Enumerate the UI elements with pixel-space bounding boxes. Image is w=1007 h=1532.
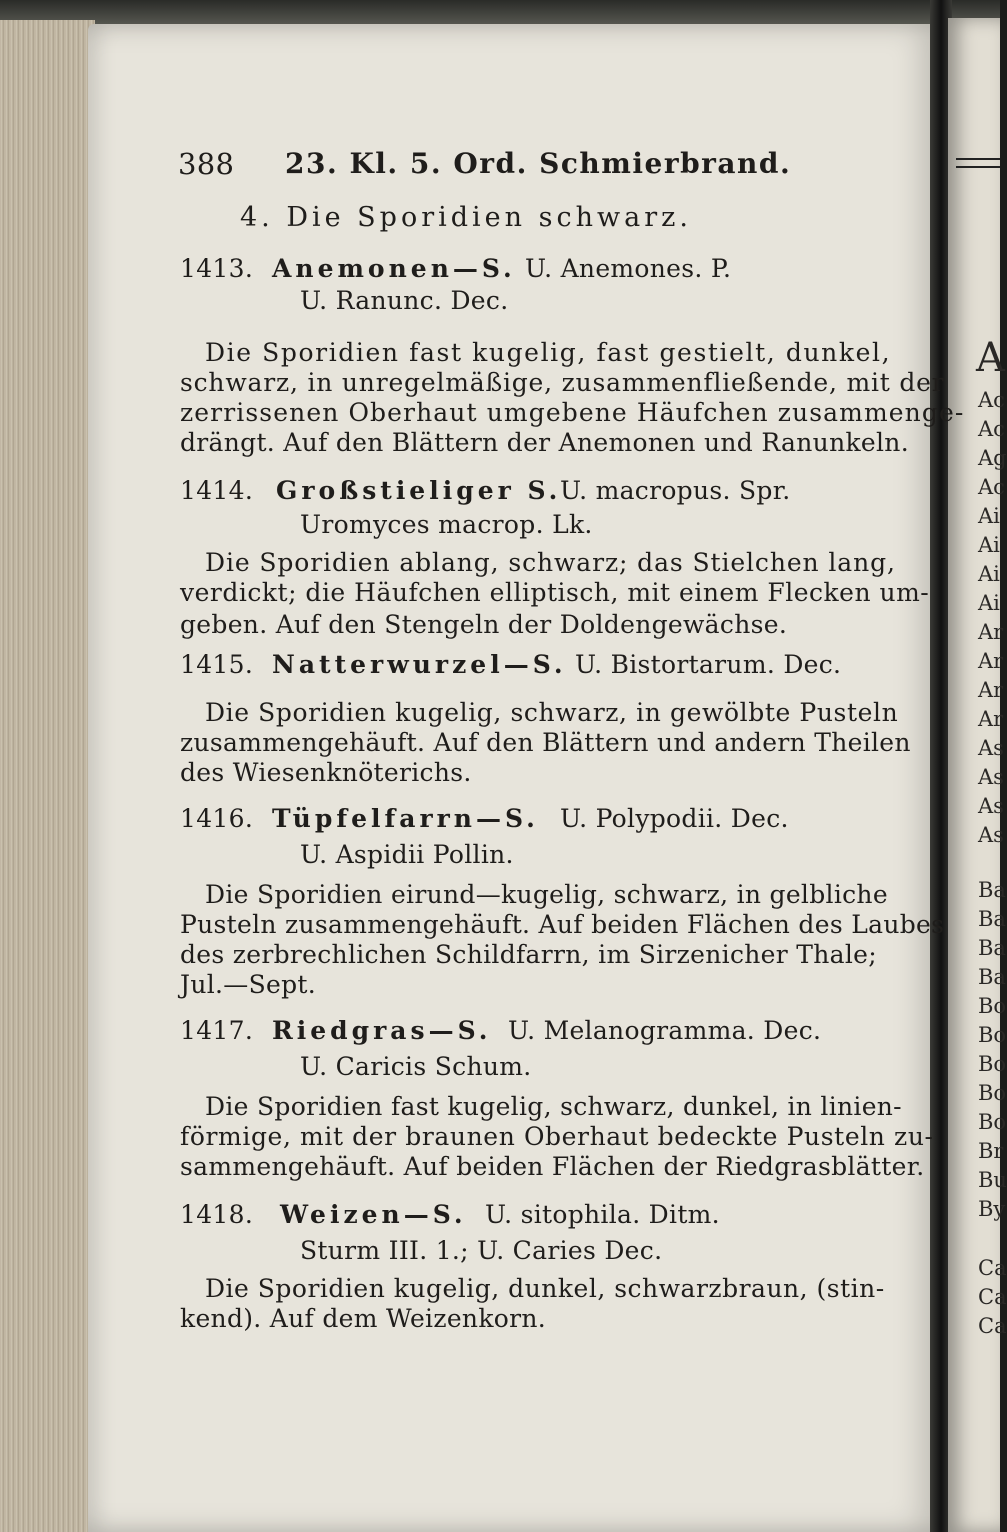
description-line: Die Sporidien fast kugelig, fast gestielt, dunkel, bbox=[205, 338, 892, 367]
facing-page-fragment: By bbox=[978, 1197, 1006, 1221]
description-line: Die Sporidien eirund—kugelig, schwarz, in gelbliche bbox=[205, 880, 888, 909]
facing-page-fragment: Ag bbox=[978, 446, 1007, 470]
facing-page-fragment: Ba bbox=[978, 878, 1006, 902]
description-line: sammengehäuft. Auf beiden Flächen der Riedgrasblätter. bbox=[180, 1152, 925, 1181]
facing-page-fragment: Ar bbox=[978, 620, 1004, 644]
facing-page-fragment: Ba bbox=[978, 907, 1006, 931]
entry-name: Großstieliger S. bbox=[276, 476, 562, 505]
running-title: 23. Kl. 5. Ord. Schmierbrand. bbox=[285, 147, 792, 180]
entry-synonym: U. Bistortarum. Dec. bbox=[575, 650, 842, 679]
entry-synonym: Sturm III. 1.; U. Caries Dec. bbox=[300, 1236, 663, 1265]
entry-name: Weizen—S. bbox=[280, 1200, 467, 1229]
facing-page-fragment: Ca bbox=[978, 1256, 1007, 1280]
description-line: drängt. Auf den Blättern der Anemonen und Ranunkeln. bbox=[180, 428, 909, 457]
entry-name: Riedgras—S. bbox=[272, 1016, 492, 1045]
description-line: Jul.—Sept. bbox=[180, 970, 316, 999]
description-line: schwarz, in unregelmäßige, zusammenfließende, mit der bbox=[180, 368, 945, 397]
entry-number: 1414. bbox=[180, 476, 254, 505]
description-line: Pusteln zusammengehäuft. Auf beiden Flächen des Laubes bbox=[180, 910, 945, 939]
entry-synonym: U. sitophila. Ditm. bbox=[485, 1200, 720, 1229]
entry-number: 1416. bbox=[180, 804, 254, 833]
description-line: Die Sporidien kugelig, schwarz, in gewölbte Pusteln bbox=[205, 698, 899, 727]
facing-page-fragment: Ar bbox=[978, 649, 1004, 673]
entry-synonym: U. Caricis Schum. bbox=[300, 1052, 532, 1081]
facing-page-fragment: Br bbox=[978, 1139, 1004, 1163]
description-line: des zerbrechlichen Schildfarrn, im Sirzenicher Thale; bbox=[180, 940, 877, 969]
description-line: kend). Auf dem Weizenkorn. bbox=[180, 1304, 547, 1333]
facing-page-fragment: Bo bbox=[978, 1110, 1007, 1134]
entry-synonym: U. macropus. Spr. bbox=[560, 476, 791, 505]
facing-page-fragment: Ca bbox=[978, 1314, 1007, 1338]
page-number: 388 bbox=[178, 147, 235, 181]
facing-page-fragment: As bbox=[978, 765, 1004, 789]
facing-page-fragment: Bo bbox=[978, 1023, 1007, 1047]
facing-page-fragment: Ai bbox=[978, 562, 1000, 586]
entry-number: 1413. bbox=[180, 254, 254, 283]
facing-page-fragment: As bbox=[978, 736, 1004, 760]
entry-synonym: U. Aspidii Pollin. bbox=[300, 840, 514, 869]
facing-page-fragment: Bo bbox=[978, 1081, 1007, 1105]
description-line: geben. Auf den Stengeln der Doldengewächse. bbox=[180, 610, 788, 639]
description-line: zerrissenen Oberhaut umgebene Häufchen zusammenge- bbox=[180, 398, 965, 427]
facing-page-fragment: Ar bbox=[978, 707, 1004, 731]
entry-synonym: U. Polypodii. Dec. bbox=[560, 804, 789, 833]
entry-number: 1418. bbox=[180, 1200, 254, 1229]
facing-page-fragment: A bbox=[976, 335, 1005, 381]
entry-number: 1415. bbox=[180, 650, 254, 679]
facing-page-fragment: As bbox=[978, 794, 1004, 818]
description-line: Die Sporidien fast kugelig, schwarz, dunkel, in linien- bbox=[205, 1092, 902, 1121]
description-line: zusammengehäuft. Auf den Blättern und andern Theilen bbox=[180, 728, 911, 757]
facing-page-fragment: Ac bbox=[978, 417, 1005, 441]
facing-page-fragment: Ai bbox=[978, 504, 1000, 528]
facing-page-fragment: Bu bbox=[978, 1168, 1007, 1192]
description-line: Die Sporidien kugelig, dunkel, schwarzbraun, (stin- bbox=[205, 1274, 885, 1303]
entry-synonym: U. Anemones. P. bbox=[525, 254, 732, 283]
facing-page-fragment: Ar bbox=[978, 678, 1004, 702]
facing-page-fragment: As bbox=[978, 823, 1004, 847]
facing-page-fragment: Ac bbox=[978, 475, 1005, 499]
facing-page-fragment: Ca bbox=[978, 1285, 1007, 1309]
facing-page-fragment: Ac bbox=[978, 388, 1005, 412]
facing-page-fragment: Bo bbox=[978, 1052, 1007, 1076]
entry-synonym: U. Ranunc. Dec. bbox=[300, 286, 509, 315]
entry-name: Natterwurzel—S. bbox=[272, 650, 567, 679]
entry-name: Anemonen—S. bbox=[272, 254, 516, 283]
facing-page-fragment: Ba bbox=[978, 936, 1006, 960]
facing-page-fragment: Bo bbox=[978, 994, 1007, 1018]
description-line: verdickt; die Häufchen elliptisch, mit einem Flecken um- bbox=[180, 578, 930, 607]
facing-page-fragment: Ai bbox=[978, 533, 1000, 557]
facing-page-fragment: Ai bbox=[978, 591, 1000, 615]
description-line: Die Sporidien ablang, schwarz; das Stielchen lang, bbox=[205, 548, 896, 577]
entry-number: 1417. bbox=[180, 1016, 254, 1045]
section-title: 4. Die Sporidien schwarz. bbox=[240, 202, 692, 233]
description-line: des Wiesenknöterichs. bbox=[180, 758, 472, 787]
description-line: förmige, mit der braunen Oberhaut bedeckte Pusteln zu- bbox=[180, 1122, 934, 1151]
entry-synonym: Uromyces macrop. Lk. bbox=[300, 510, 593, 539]
entry-name: Tüpfelfarrn—S. bbox=[272, 804, 539, 833]
entry-synonym: U. Melanogramma. Dec. bbox=[508, 1016, 822, 1045]
facing-page-fragment: Ba bbox=[978, 965, 1006, 989]
